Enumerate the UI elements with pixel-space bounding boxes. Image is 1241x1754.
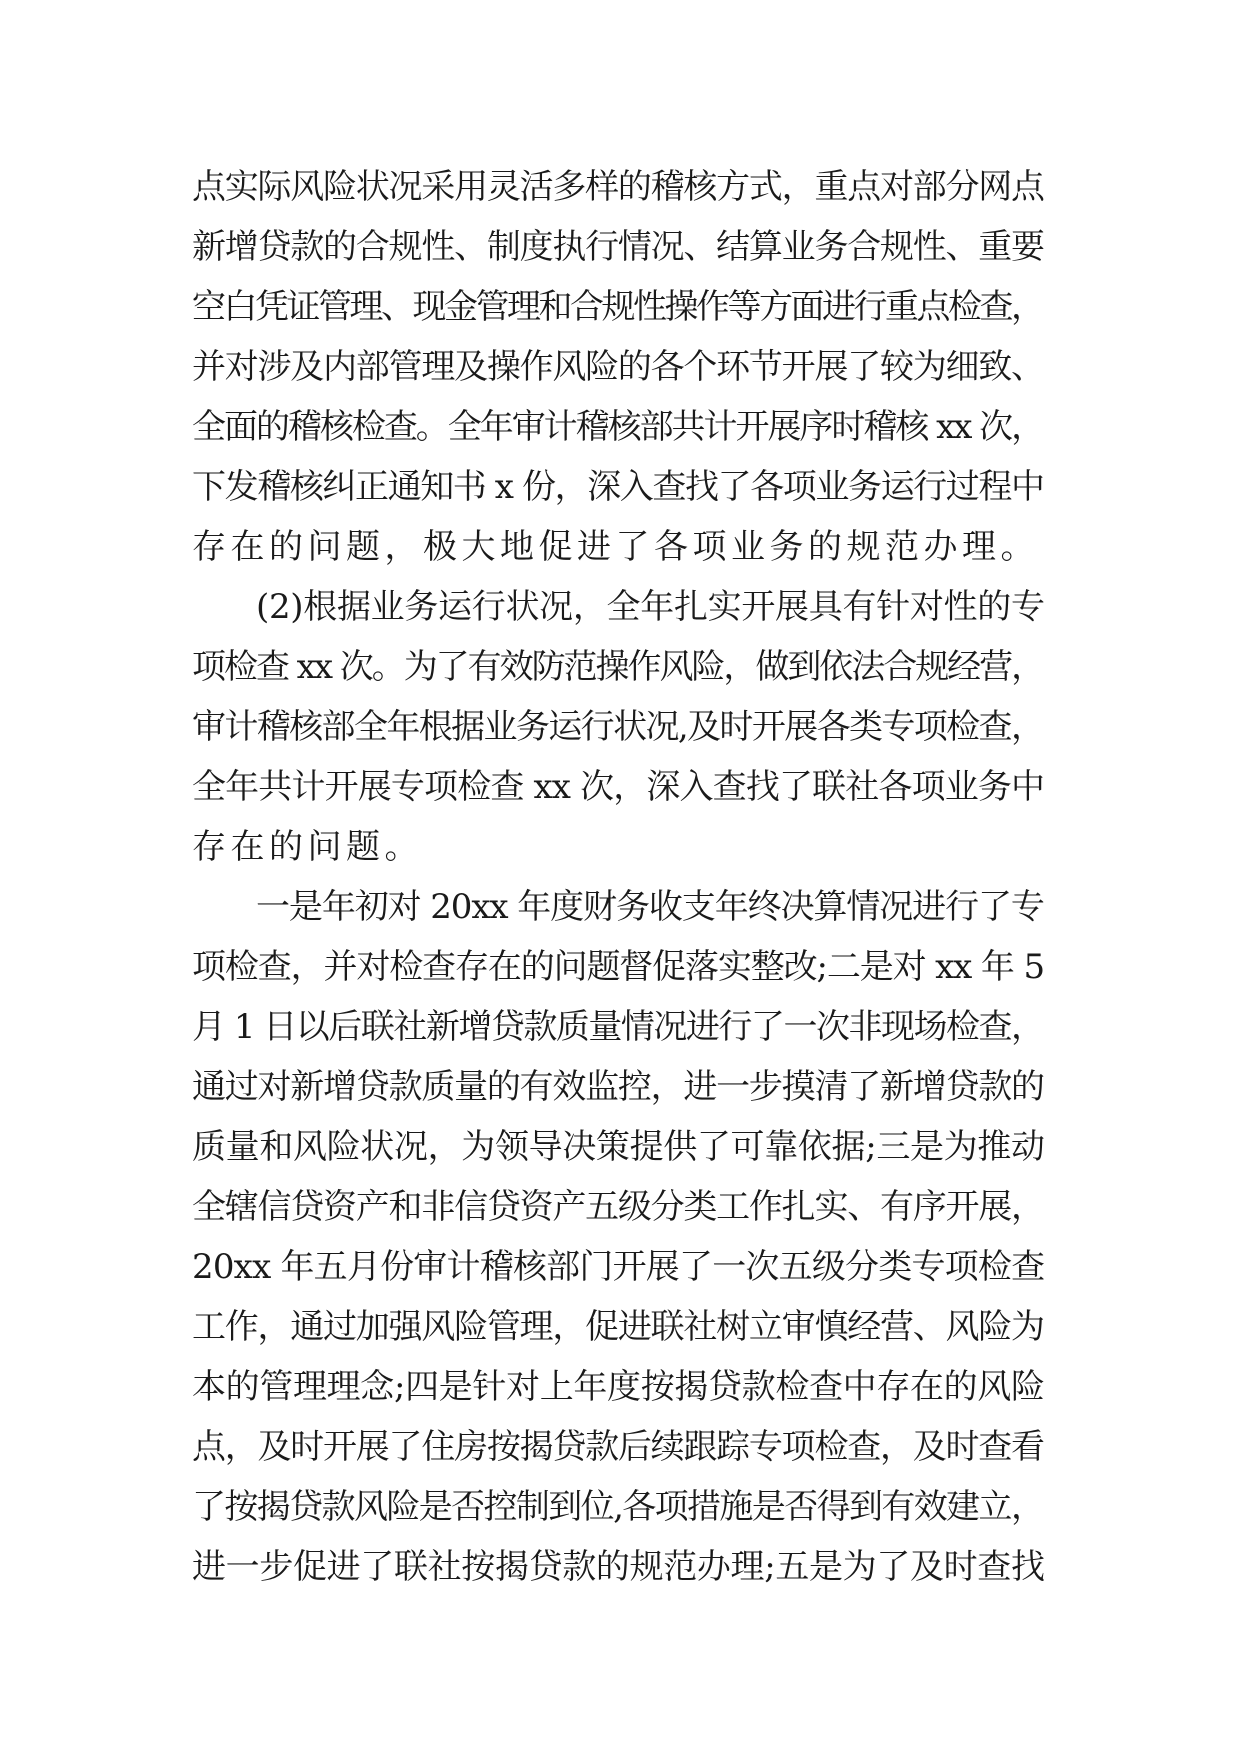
text-line: 项检查 xx 次。为了有效防范操作风险，做到依法合规经营， [192,647,1044,687]
text-line: 一是年初对 20xx 年度财务收支年终决算情况进行了专 [256,887,1044,927]
text-line: (2)根据业务运行状况，全年扎实开展具有针对性的专 [256,587,1045,627]
text-line: 质量和风险状况，为领导决策提供了可靠依据;三是为推动 [192,1127,1045,1167]
text-line: 新增贷款的合规性、制度执行情况、结算业务合规性、重要 [192,227,1044,267]
text-line: 并对涉及内部管理及操作风险的各个环节开展了较为细致、 [192,347,1044,387]
text-line: 点，及时开展了住房按揭贷款后续跟踪专项检查，及时查看 [192,1427,1044,1467]
text-line: 进一步促进了联社按揭贷款的规范办理;五是为了及时查找 [192,1547,1045,1587]
text-line: 全面的稽核检查。全年审计稽核部共计开展序时稽核 xx 次， [192,407,1044,447]
text-line: 全年共计开展专项检查 xx 次，深入查找了联社各项业务中 [192,767,1045,807]
text-line: 本的管理理念;四是针对上年度按揭贷款检查中存在的风险 [192,1367,1045,1407]
text-line: 项检查，并对检查存在的问题督促落实整改;二是对 xx 年 5 [192,947,1044,987]
text-line: 工作，通过加强风险管理，促进联社树立审慎经营、风险为 [192,1307,1044,1347]
text-line: 下发稽核纠正通知书 x 份，深入查找了各项业务运行过程中 [192,467,1044,507]
text-line: 存在的问题。 [192,827,423,867]
text-line: 了按揭贷款风险是否控制到位,各项措施是否得到有效建立， [192,1487,1044,1527]
text-line: 通过对新增贷款质量的有效监控，进一步摸清了新增贷款的 [192,1067,1044,1107]
text-line: 空白凭证管理、现金管理和合规性操作等方面进行重点检查， [192,287,1043,327]
text-line: 月 1 日以后联社新增贷款质量情况进行了一次非现场检查， [192,1007,1044,1047]
text-line: 存在的问题，极大地促进了各项业务的规范办理。 [192,527,1039,567]
text-line: 点实际风险状况采用灵活多样的稽核方式，重点对部分网点 [192,167,1044,207]
text-line: 审计稽核部全年根据业务运行状况,及时开展各类专项检查， [192,707,1044,747]
text-line: 全辖信贷资产和非信贷资产五级分类工作扎实、有序开展， [192,1187,1044,1227]
text-line: 20xx 年五月份审计稽核部门开展了一次五级分类专项检查 [192,1247,1045,1287]
